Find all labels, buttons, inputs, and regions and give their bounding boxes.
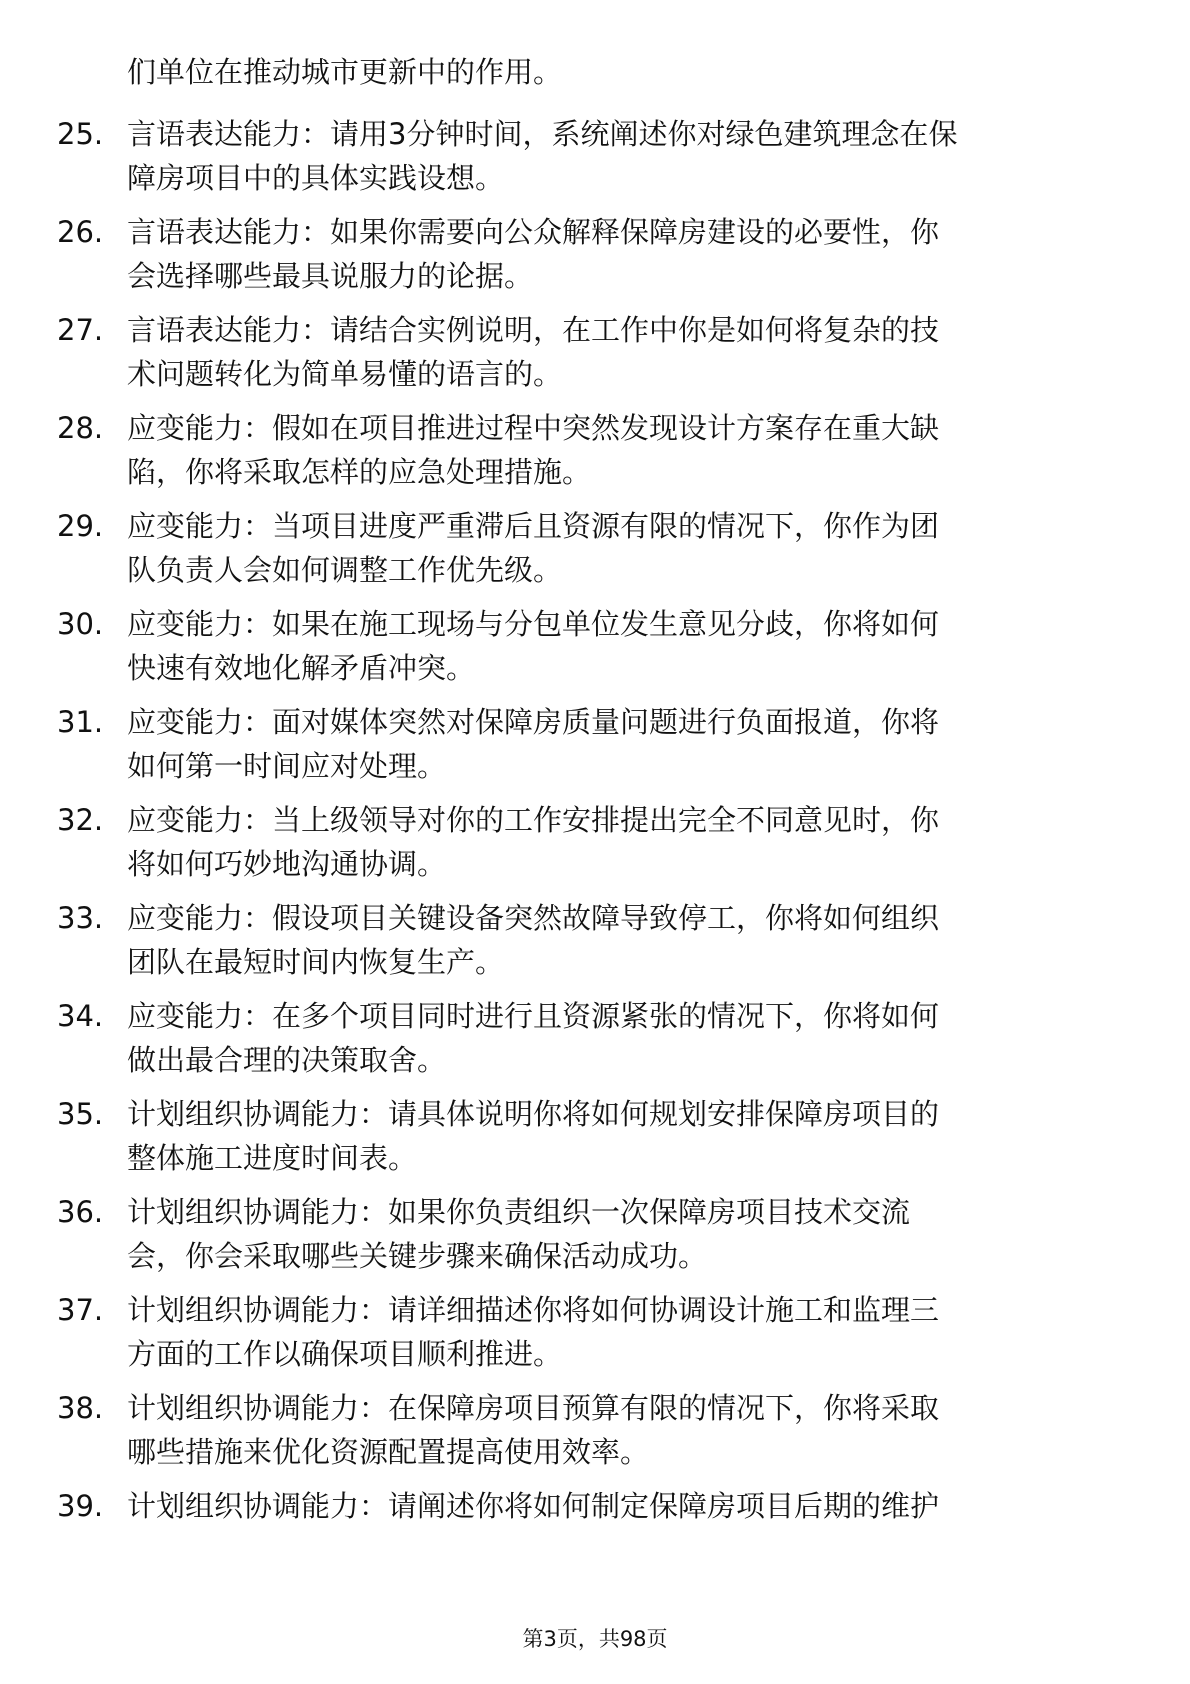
item-number: 36.: [57, 1195, 104, 1229]
item-text-line2: 方面的工作以确保项目顺利推进。: [127, 1337, 563, 1371]
item-number: 33.: [57, 901, 104, 935]
list-item: [0, 1484, 1190, 1528]
list-item: [0, 1092, 1190, 1180]
item-text: [127, 798, 1117, 886]
item-text-line2: 陷，你将采取怎样的应急处理措施。: [127, 455, 592, 489]
item-text: [127, 210, 1117, 298]
item-text-line1: 应变能力：当上级领导对你的工作安排提出完全不同意见时，你: [127, 803, 940, 837]
item-text-line1: 计划组织协调能力：请详细描述你将如何协调设计施工和监理三: [127, 1293, 940, 1327]
item-text-line2: 如何第一时间应对处理。: [127, 749, 447, 783]
item-number: 28.: [57, 411, 104, 445]
item-text-line1: 应变能力：假如在项目推进过程中突然发现设计方案存在重大缺: [127, 411, 940, 445]
continuation-text: 们单位在推动城市更新中的作用。: [127, 55, 563, 89]
item-text-line1: 计划组织协调能力：在保障房项目预算有限的情况下，你将采取: [127, 1391, 940, 1425]
item-number: 32.: [57, 803, 104, 837]
item-text-line2: 会，你会采取哪些关键步骤来确保活动成功。: [127, 1239, 708, 1273]
item-text-line1: 言语表达能力：请结合实例说明，在工作中你是如何将复杂的技: [127, 313, 940, 347]
item-text: [127, 1484, 1117, 1528]
item-number: 35.: [57, 1097, 104, 1131]
item-text-line1: 应变能力：在多个项目同时进行且资源紧张的情况下，你将如何: [127, 999, 940, 1033]
item-number: 39.: [57, 1489, 104, 1523]
item-number: 31.: [57, 705, 104, 739]
item-text-line2: 障房项目中的具体实践设想。: [127, 161, 505, 195]
item-text-line1: 应变能力：当项目进度严重滞后且资源有限的情况下，你作为团: [127, 509, 940, 543]
list-item: [0, 994, 1190, 1082]
item-text: [127, 1190, 1117, 1278]
item-text-line1: 应变能力：假设项目关键设备突然故障导致停工，你将如何组织: [127, 901, 940, 935]
item-number: 30.: [57, 607, 104, 641]
item-number: 27.: [57, 313, 104, 347]
list-item: [0, 700, 1190, 788]
item-text-line2: 快速有效地化解矛盾冲突。: [127, 651, 476, 685]
list-item: [0, 308, 1190, 396]
list-item: [0, 798, 1190, 886]
item-text-line1: 计划组织协调能力：请具体说明你将如何规划安排保障房项目的: [127, 1097, 940, 1131]
item-text: [127, 896, 1117, 984]
item-text-line1: 言语表达能力：请用3分钟时间，系统阐述你对绿色建筑理念在保: [127, 117, 958, 151]
item-number: 37.: [57, 1293, 104, 1327]
item-text: [127, 700, 1117, 788]
item-text-line1: 言语表达能力：如果你需要向公众解释保障房建设的必要性，你: [127, 215, 940, 249]
item-text: [127, 112, 1117, 200]
item-text-line2: 做出最合理的决策取舍。: [127, 1043, 447, 1077]
list-item: [0, 504, 1190, 592]
item-number: 38.: [57, 1391, 104, 1425]
item-text-line2: 队负责人会如何调整工作优先级。: [127, 553, 563, 587]
item-text-line2: 会选择哪些最具说服力的论据。: [127, 259, 534, 293]
list-item: [0, 896, 1190, 984]
item-text: [127, 406, 1117, 494]
item-text: [127, 1288, 1117, 1376]
item-text-line1: 计划组织协调能力：如果你负责组织一次保障房项目技术交流: [127, 1195, 911, 1229]
list-item: [0, 602, 1190, 690]
item-text-line1: 应变能力：面对媒体突然对保障房质量问题进行负面报道，你将: [127, 705, 940, 739]
item-number: 26.: [57, 215, 104, 249]
item-text-line1: 计划组织协调能力：请阐述你将如何制定保障房项目后期的维护: [127, 1489, 940, 1523]
item-text: [127, 1092, 1117, 1180]
list-item: [0, 210, 1190, 298]
item-text: [127, 994, 1117, 1082]
item-text: [127, 504, 1117, 592]
item-text: [127, 602, 1117, 690]
item-text-line2: 哪些措施来优化资源配置提高使用效率。: [127, 1435, 650, 1469]
item-text-line2: 将如何巧妙地沟通协调。: [127, 847, 447, 881]
list-item: [0, 406, 1190, 494]
item-number: 25.: [57, 117, 104, 151]
page-footer: 第3页，共98页: [522, 1627, 668, 1651]
list-item: [0, 1288, 1190, 1376]
list-item: [0, 112, 1190, 200]
item-text: [127, 1386, 1117, 1474]
list-item: [0, 1190, 1190, 1278]
question-list: [0, 112, 1190, 1538]
item-text-line2: 术问题转化为简单易懂的语言的。: [127, 357, 563, 391]
list-item: [0, 1386, 1190, 1474]
item-text: [127, 308, 1117, 396]
item-text-line2: 整体施工进度时间表。: [127, 1141, 418, 1175]
item-text-line2: 团队在最短时间内恢复生产。: [127, 945, 505, 979]
item-text-line1: 应变能力：如果在施工现场与分包单位发生意见分歧，你将如何: [127, 607, 940, 641]
item-number: 29.: [57, 509, 104, 543]
item-number: 34.: [57, 999, 104, 1033]
